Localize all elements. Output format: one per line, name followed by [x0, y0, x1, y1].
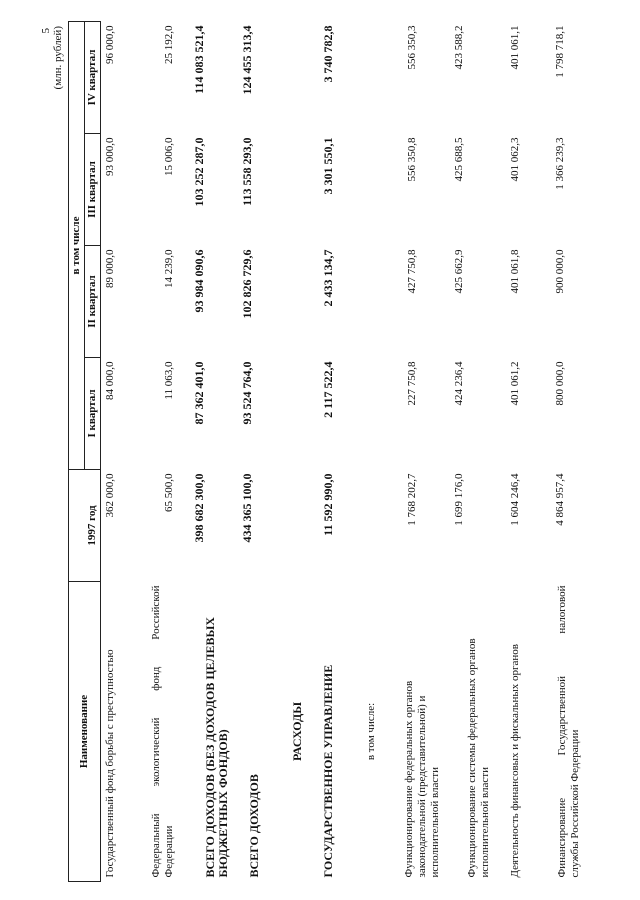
table-row	[127, 21, 179, 881]
subheading: в том числе:	[364, 702, 377, 761]
row-q3: 93 000,0	[104, 137, 116, 176]
table-row	[445, 21, 495, 881]
row-q2: 2 433 134,7	[321, 249, 335, 307]
row-q2: 93 984 090,6	[191, 249, 206, 313]
row-q1: 2 117 522,4	[321, 361, 335, 418]
page-number: 5	[40, 28, 52, 34]
row-q4: 124 455 313,4	[239, 25, 254, 95]
row-q4: 1 798 718,1	[554, 25, 566, 78]
section-spacer	[277, 21, 307, 581]
row-q1: 84 000,0	[104, 361, 116, 400]
row-name-line: исполнительной власти	[478, 767, 491, 878]
table-row	[233, 21, 277, 881]
row-q3: 401 062,3	[509, 137, 521, 182]
row-q4: 423 588,2	[452, 25, 465, 70]
row-q1: 401 061,2	[509, 361, 521, 406]
table-row	[179, 21, 233, 881]
row-q2: 425 662,9	[452, 249, 465, 294]
row-q2: 427 750,8	[406, 249, 418, 294]
header-group: в том числе	[69, 21, 85, 469]
row-name	[127, 582, 179, 882]
header-year: 1997 год	[69, 470, 101, 582]
header-q4: IV квартал	[85, 21, 101, 133]
row-q2: 102 826 729,6	[239, 249, 254, 319]
row-name-line: Федеральный экологический фонд Российской	[149, 585, 162, 878]
units-label: (млн. рублей)	[52, 26, 64, 90]
row-year: 1 768 202,7	[406, 473, 418, 526]
row-q2: 89 000,0	[104, 249, 116, 288]
row-year: 362 000,0	[104, 473, 116, 518]
row-q4: 96 000,0	[104, 25, 116, 64]
subheading-row	[351, 21, 381, 881]
row-q3: 103 252 287,0	[191, 137, 206, 207]
row-name: Деятельность финансовых и фискальных органов	[509, 644, 521, 878]
row-year: 398 682 300,0	[191, 473, 206, 543]
header-q1: I квартал	[85, 358, 101, 470]
row-q3: 556 350,8	[406, 137, 418, 182]
row-name	[381, 582, 445, 882]
row-q2: 401 061,8	[509, 249, 521, 294]
row-q3: 3 301 550,1	[321, 137, 335, 195]
row-q4: 3 740 782,8	[321, 25, 335, 83]
row-q3: 113 558 293,0	[239, 137, 254, 206]
row-q4: 25 192,0	[162, 25, 175, 64]
row-q4: 556 350,3	[406, 25, 418, 70]
table-row	[101, 21, 127, 881]
row-name-line: Федерации	[162, 825, 175, 878]
budget-table	[68, 21, 585, 882]
row-name	[537, 582, 585, 882]
table-row	[307, 21, 351, 881]
row-year: 65 500,0	[162, 473, 175, 512]
row-name-line: Функционирование системы федеральных органов	[465, 638, 478, 878]
row-q1: 87 362 401,0	[191, 361, 206, 425]
section-row	[277, 21, 307, 881]
row-name	[179, 582, 233, 882]
row-name-line: Функционирование федеральных органов	[402, 680, 415, 878]
row-q2: 14 239,0	[162, 249, 175, 288]
table-row	[495, 21, 537, 881]
row-q1: 227 750,8	[406, 361, 418, 406]
row-q1: 11 063,0	[162, 361, 175, 400]
header-q2: II квартал	[85, 246, 101, 358]
row-name-line: Финансирование Государственной налоговой	[555, 585, 568, 878]
row-q1: 93 524 764,0	[239, 361, 254, 425]
row-year: 1 699 176,0	[452, 473, 465, 526]
section-heading: РАСХОДЫ	[289, 701, 304, 762]
row-name-line: БЮДЖЕТНЫХ ФОНДОВ)	[215, 729, 230, 878]
row-name	[445, 582, 495, 882]
row-year: 11 592 990,0	[321, 473, 335, 536]
row-q1: 424 236,4	[452, 361, 465, 406]
rotated-sheet	[40, 22, 608, 882]
row-name: ГОСУДАРСТВЕННОЕ УПРАВЛЕНИЕ	[321, 664, 335, 878]
row-q1: 800 000,0	[554, 361, 566, 406]
row-name-line: исполнительной власти	[428, 767, 441, 878]
row-q3: 15 006,0	[162, 137, 175, 176]
row-q3: 425 688,5	[452, 137, 465, 182]
row-name: ВСЕГО ДОХОДОВ	[247, 774, 261, 878]
table-row	[537, 21, 585, 881]
row-year: 434 365 100,0	[239, 473, 254, 543]
row-q4: 401 061,1	[509, 25, 521, 70]
row-year: 4 864 957,4	[554, 473, 566, 526]
header-name: Наименование	[69, 582, 101, 882]
row-q3: 1 366 239,3	[554, 137, 566, 190]
row-name-line: службы Российской Федерации	[568, 729, 581, 878]
subheading-spacer	[351, 21, 381, 581]
header-q3: III квартал	[85, 134, 101, 246]
row-q2: 900 000,0	[554, 249, 566, 294]
header-row-1	[69, 21, 85, 881]
table-row	[381, 21, 445, 881]
row-year: 1 604 246,4	[509, 473, 521, 526]
row-q4: 114 083 521,4	[191, 25, 206, 94]
row-name-line: законодательной (представительной) и	[415, 695, 428, 878]
row-name: Государственный фонд борьбы с преступностью	[104, 649, 116, 878]
row-name-line: ВСЕГО ДОХОДОВ (БЕЗ ДОХОДОВ ЦЕЛЕВЫХ	[202, 617, 217, 878]
